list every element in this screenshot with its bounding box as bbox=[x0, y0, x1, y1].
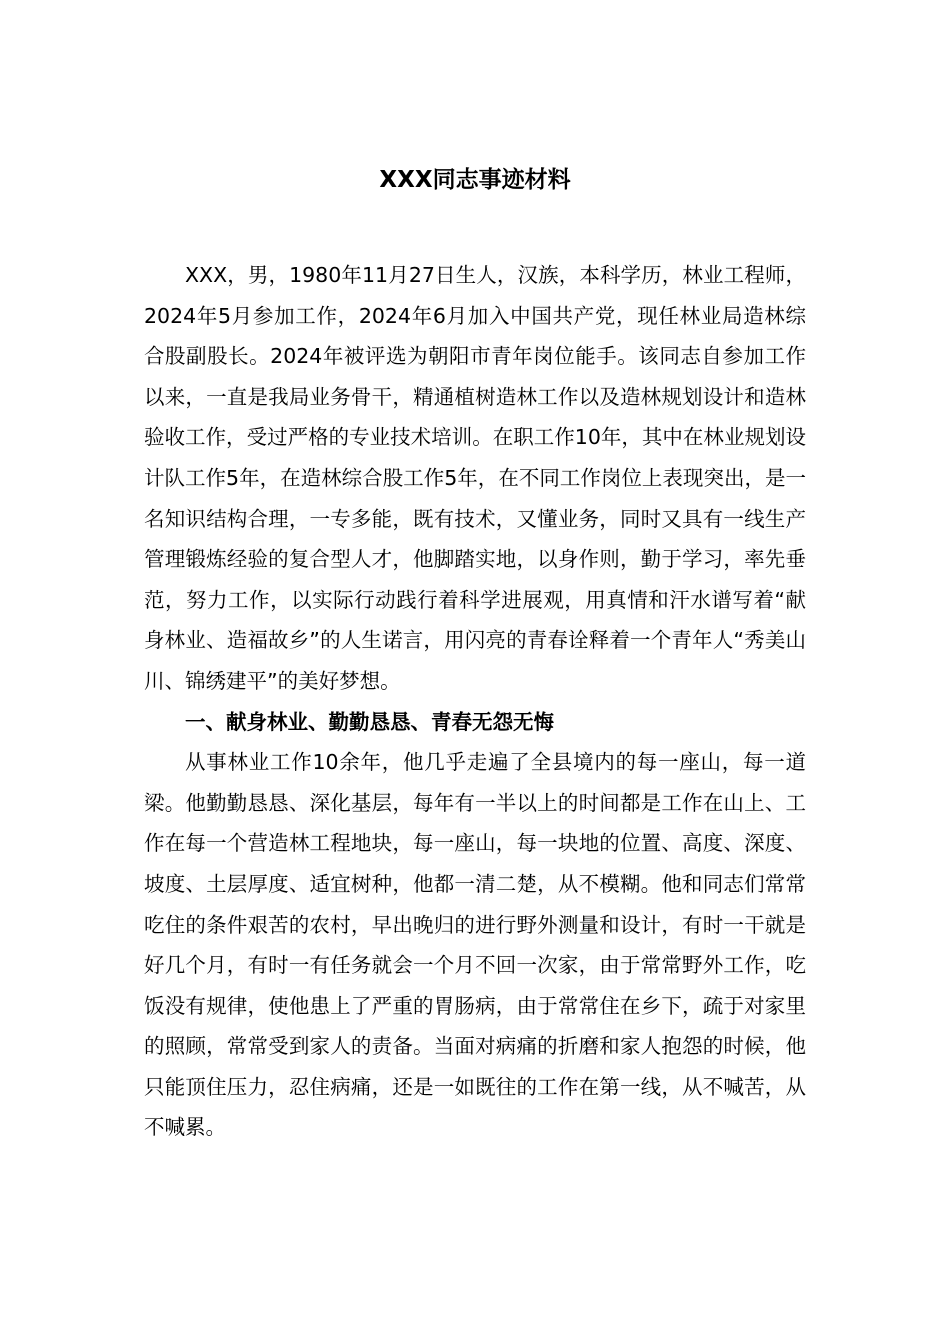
section-paragraph-1: 从事林业工作10余年，他几乎走遍了全县境内的每一座山，每一道梁。他勤勤恳恳、深化基层，每年有一半以上的时间都是工作在山上、工作在每一个营造林工程地块，每一座山，每一块地的位置、高度、深度、坡度、土层厚度、适宜树种，他都一清二楚，从不模糊。他和同志们常常吃住的条件艰苦的农村，早出晚归的进行野外测量和设计，有时一干就是好几个月，有时一有任务就会一个月不回一次家，由于常常野外工作，吃饭没有规律，使他患上了严重的胃肠病，由于常常住在乡下，疏于对家里的照顾，常常受到家人的责备。当面对病痛的折磨和家人抱怨的时候，他只能顶住压力，忍住病痛，还是一如既往的工作在第一线，从不喊苦，从不喊累。 bbox=[144, 750, 806, 1140]
section-heading-1: 一、献身林业、勤勤恳恳、青春无怨无悔 bbox=[185, 709, 554, 734]
document-body bbox=[144, 255, 806, 1148]
document-title: XXX同志事迹材料 bbox=[379, 167, 571, 193]
intro-paragraph: XXX，男，1980年11月27日生人，汉族，本科学历，林业工程师，2024年5月参加工作，2024年6月加入中国共产党，现任林业局造林综合股副股长。2024年被评选为朝阳市青年岗位能手。该同志自参加工作以来，一直是我局业务骨干，精通植树造林工作以及造林规划设计和造林验收工作，受过严格的专业技术培训。在职工作10年，其中在林业规划设计队工作5年，在造林综合股工作5年，在不同工作岗位上表现突出，是一名知识结构合理，一专多能，既有技术，又懂业务，同时又具有一线生产管理锻炼经验的复合型人才，他脚踏实地，以身作则，勤于学习，率先垂范，努力工作，以实际行动践行着科学进展观，用真情和汗水谱写着“献身林业、造福故乡”的人生诺言，用闪亮的青春诠释着一个青年人“秀美山川、锦绣建平”的美好梦想。 bbox=[144, 263, 806, 693]
